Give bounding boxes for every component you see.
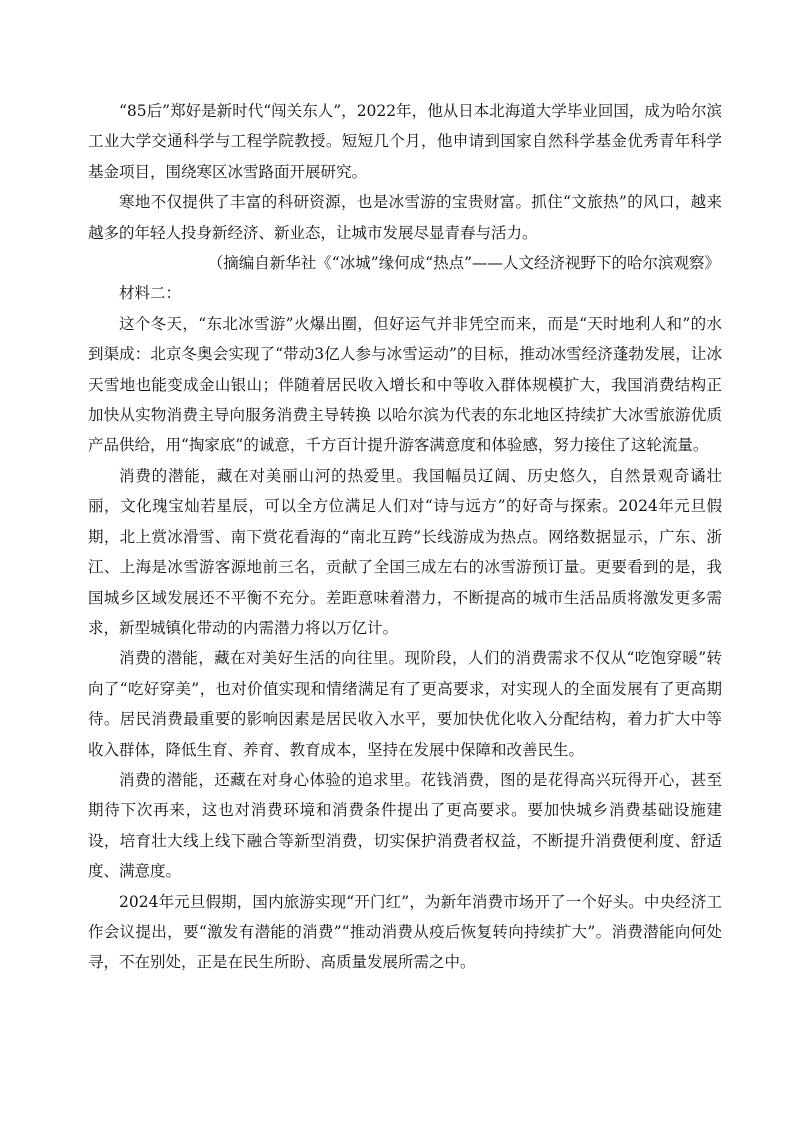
paragraph-zheng-hao: “85后”郑好是新时代“闯关东人”，2022年，他从日本北海道大学毕业回国，成为哈尔滨工业大学交通科学与工程学院教授。短短几个月，他申请到国家自然科学基金优秀青年科学基金项目，围绕寒区冰雪路面开展研究。 [88, 102, 722, 181]
source-citation: （摘编自新华社《“冰城”缘何成“热点”——人文经济视野下的哈尔滨观察》 [207, 254, 720, 273]
paragraph-mountains-rivers: 消费的潜能，藏在对美丽山河的热爱里。我国幅员辽阔、历史悠久，自然景观奇谲壮丽，文化瑰宝灿若星辰，可以全方位满足人们对“诗与远方”的好奇与探索。2024年元旦假期，北上赏冰滑雪、南下赏花看海的“南北互跨”长线游成为热点。网络数据显示，广东、浙江、上海是冰雪游客源地前三名，贡献了全国三成左右的冰雪游预订量。更要看到的是，我国城乡区域发展还不平衡不充分。差距意味着潜力，不断提高的城市生活品质将激发更多需求，新型城镇化带动的内需潜力将以万亿计。 [88, 466, 722, 637]
paragraph-experience: 消费的潜能，还藏在对身心体验的追求里。花钱消费，图的是花得高兴玩得开心，甚至期待下次再来，这也对消费环境和消费条件提出了更高要求。要加快城乡消费基础设施建设，培育壮大线上线下融合等新型消费，切实保护消费者权益，不断提升消费便利度、舒适度、满意度。 [88, 770, 722, 881]
paragraph-winter-tourism: 这个冬天，“东北冰雪游”火爆出圈，但好运气并非凭空而来，而是“天时地利人和”的水到渠成：北京冬奥会实现了“带动3亿人参与冰雪运动”的目标，推动冰雪经济蓬勃发展，让冰天雪地也能变成金山银山；伴随着居民收入增长和中等收入群体规模扩大，我国消费结构正加快从实物消费主导向服务消费主导转换 以哈尔滨为代表的东北地区持续扩大冰雪旅游优质产品供给，用“掏家底”的诚意，千方百计提升游客满意度和体验感，努力接住了这轮流量。 [88, 314, 722, 455]
paragraph-better-life: 消费的潜能，藏在对美好生活的向往里。现阶段，人们的消费需求不仅从“吃饱穿暖”转向了“吃好穿美”，也对价值实现和情绪满足有了更高要求，对实现人的全面发展有了更高期待。居民消费最重要的影响因素是居民收入水平，要加快优化收入分配结构，着力扩大中等收入群体，降低生育、养育、教育成本，坚持在发展中保障和改善民生。 [88, 649, 722, 759]
paragraph-new-year: 2024年元旦假期，国内旅游实现“开门红”，为新年消费市场开了一个好头。中央经济工作会议提出，要“激发有潜能的消费”“推动消费从疫后恢复转向持续扩大”。消费潜能向何处寻，不在别处，正是在民生所盼、高质量发展所需之中。 [88, 892, 722, 972]
article-body [88, 96, 722, 978]
paragraph-cold-region: 寒地不仅提供了丰富的科研资源，也是冰雪游的宝贵财富。抓住“文旅热”的风口，越来越多的年轻人投身新经济、新业态，让城市发展尽显青春与活力。 [88, 193, 722, 242]
material-two-label: 材料二： [119, 284, 182, 303]
